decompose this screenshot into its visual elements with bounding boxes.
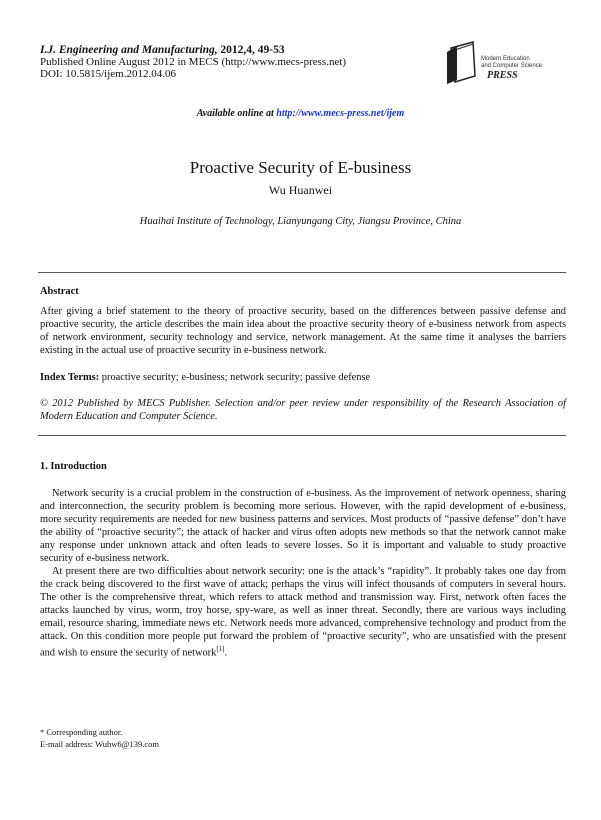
paragraph-text: At present there are two difficulties about network security: one is the attack’s “rapidity”. It probably takes one day from the crack being discovered to the first wave of attack; perhaps the virus will infect thousands of computers in several hours. The other is the comprehensive threat, which refers to attack method and transmission way. First, network often faces the attacks launched by virus, worm, troy horse, spy-ware, as well as inner threat. Secondly, there are various ways including email, resource sharing, immediate news etc. Network needs more advanced, comprehensive technology and product from the attack. On this condition more people put forward the problem of “proactive security”, who are unsatisfied with the present and wish to ensure the security of network xyxy=(40,566,566,659)
svg-text:PRESS: PRESS xyxy=(487,70,518,81)
footnote-email: E-mail address: Wuhw6@139.com xyxy=(40,739,159,749)
abstract-heading: Abstract xyxy=(40,286,79,297)
journal-volume: 2012,4, 49-53 xyxy=(220,44,285,56)
paragraph-end: . xyxy=(224,647,228,659)
index-terms-list: proactive security; e-business; network security; passive defense xyxy=(99,372,371,383)
copyright: © 2012 Published by MECS Publisher. Selection and/or peer review under responsibility of the Research Association of Modern Education and Computer Science. xyxy=(40,398,566,422)
citation[interactable]: [1] xyxy=(216,645,225,653)
divider xyxy=(38,272,566,273)
abstract-body: After giving a brief statement to the theory of proactive security, based on the differences between passive defense and proactive security, the article describes the main idea about the proactive security theory of e-business network from aspects of network environment, security technology and service, network management. At the same time it analyses the barriers existing in the actual use of proactive security in e-business network. xyxy=(40,306,566,356)
paragraph xyxy=(40,565,566,659)
footnote xyxy=(40,726,159,750)
doi: DOI: 10.5815/ijem.2012.04.06 xyxy=(40,68,176,80)
paper-title: Proactive Security of E-business xyxy=(189,158,412,177)
divider xyxy=(38,435,566,436)
index-terms-label: Index Terms: xyxy=(40,372,100,383)
journal-link[interactable]: http://www.mecs-press.net/ijem xyxy=(276,108,405,119)
paragraph: Network security is a crucial problem in the construction of e-business. As the improvement of network openness, sharing and interconnection, the security problem is becoming more serious. However, with the rapid development of e-business, more security requirements are needed for new business patterns and services. Most products of “passive defense” don’t have the ability of “proactive security”; the attack of hacker and virus often adopts new methods so that the network cannot make any response under unknown attack and often leads to severe losses. So it is important and valuable to study proactive security of e-business network. xyxy=(40,488,566,564)
available-online xyxy=(0,108,601,119)
section-heading: 1. Introduction xyxy=(40,461,107,472)
journal-header xyxy=(40,44,346,80)
svg-text:Modern Education: Modern Education xyxy=(481,56,530,62)
svg-text:and Computer Science: and Computer Science xyxy=(481,63,543,69)
journal-name: I.J. Engineering and Manufacturing, xyxy=(40,44,218,56)
affiliation: Huaihai Institute of Technology, Lianyungang City, Jiangsu Province, China xyxy=(139,216,462,227)
published-line: Published Online August 2012 in MECS (http://www.mecs-press.net) xyxy=(40,56,347,68)
index-terms xyxy=(40,371,566,384)
available-prefix: Available online at xyxy=(196,108,277,119)
publisher-logo xyxy=(443,40,558,85)
author: Wu Huanwei xyxy=(268,183,333,197)
intro-body xyxy=(40,487,566,659)
footnote-corresponding: * Corresponding author. xyxy=(40,727,123,737)
